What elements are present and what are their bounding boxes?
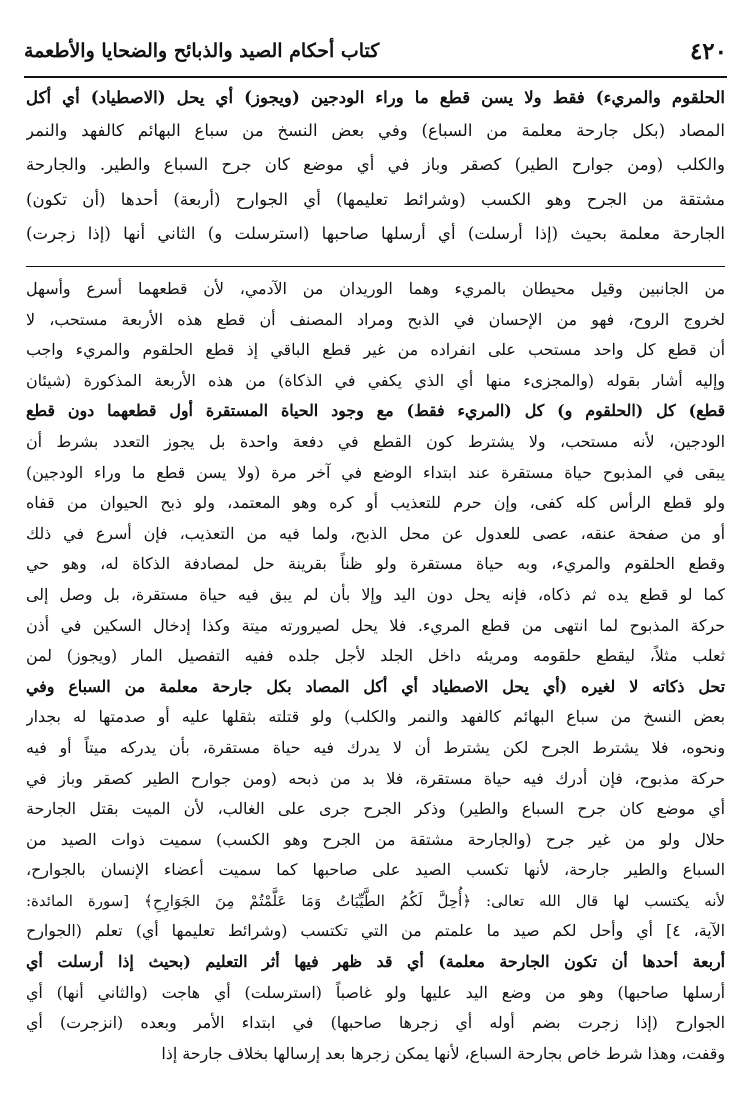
page-header	[24, 34, 727, 74]
quran-verse-line: لأنه يكتسب لها قال الله تعالى: ﴿أُحِلَّ لَكُمُ الطَّيِّبَاتُ وَمَا عَلَّمْتُمْ مِنَ الجَوَارِحِ﴾ [سورة المائدة:	[26, 891, 725, 910]
header-rule	[24, 76, 727, 78]
commentary-line: بعض النسخ من سباع البهائم كالفهد والنمر والكلب) ولو قتلته بثقلها عليه أو صدمتها له بجدار	[26, 707, 725, 727]
commentary-line: أن قطع كل واحد مستحب على انفراده من غير قطع الباقي إذ قطع الحلقوم والمريء واجب	[26, 340, 725, 360]
commentary-line: حلال ولو من غير جرح (والجارحة مشتقة من الجرح وهو الكسب) سميت ذوات الصيد من	[26, 829, 725, 849]
matn-line: الحلقوم والمريء) فقط ولا يسن قطع ما وراء الودجين (ويجوز) أي يحل (الاصطياد) أي أكل	[26, 87, 725, 107]
commentary-line: أي موضع كان جرح السباع والطير) وذكر الجرح جرى على الغالب، لأن الميت بقتل الجارحة	[26, 799, 725, 819]
commentary-line: يبقى في المذبوح حياة مستقرة عند ابتداء الوضع في آخر مرة (ولا يسن قطع ما وراء الودجين)	[26, 462, 725, 482]
commentary-text	[26, 274, 725, 1069]
commentary-line: الودجين، لأنه مستحب، ولا يشترط كون القطع في دفعة واحدة بل يجوز التعدد بشرط أن	[26, 431, 725, 451]
commentary-line: أرسلها صاحبها) وهو من وضع اليد عليها ولو غاصباً (استرسلت) أي هاجت (والثاني أنها) أي	[26, 982, 725, 1002]
matn-line: الجارحة معلمة بحيث (إذا أرسلت) أي أرسلها صاحبها (استرسلت و) الثاني أنها (إذا زجرت)	[26, 223, 725, 243]
matn-line: والكلب (ومن جوارح الطير) كصقر وباز في أي موضع كان جرح السباع والطير. والجارحة	[26, 155, 725, 175]
commentary-line: ولو قطع الرأس كله كفى، وإن حرم للتعذيب أو كره وهو المعتمد، ولو ذبح الحيوان من قفاه	[26, 493, 725, 513]
commentary-line: وقفت، وهذا شرط خاص بجارحة السباع، لأنها يمكن زجرها بعد إرسالها بخلاف جارحة إذا	[161, 1043, 725, 1063]
commentary-line: أربعة أحدها أن تكون الجارحة معلمة) أي قد ظهر فيها أثر التعليم (بحيث إذا أرسلت أي	[26, 952, 725, 972]
commentary-line: ثعلب مثلاً، ليقطع حلقومه ومريئه داخل الجلد لأجل جلده ففيه التفصيل المار (ويجوز) لمن	[26, 646, 725, 666]
commentary-line: حركة المذبوح لما انتهى من قطع المريء. فلا يحل لصيرورته ميتة وكذا إدخال السكين في أذن	[26, 615, 725, 635]
commentary-line: حركة مذبوح، فإن أدرك فيه حياة مستقرة، فلا بد من ذبحه (ومن جوارح الطير كصقر وباز في	[26, 768, 725, 788]
matn-line: مشتقة من الجرح وهو الكسب (وشرائط تعليمها) أي الجوارح (أربعة) أحدها (أن تكون)	[26, 189, 725, 209]
matn-line: المصاد (بكل جارحة معلمة من السباع) وفي بعض النسخ من سباع البهائم كالفهد والنمر	[26, 121, 725, 141]
commentary-line: لخروج الروح، فهو من الإحسان في الذبح ومراد المصنف أن قطع هذه الأربعة مستحب، لا	[26, 309, 725, 329]
commentary-line: السباع والطير جارحة، لأنها تكسب الصيد على صاحبها كما سميت أعضاء الإنسان بالجوارح،	[26, 860, 725, 880]
commentary-line: وإليه أشار بقوله (والمجزىء منها أي الذي يكفي في الذكاة) من هذه الأربعة المذكورة (شيئان	[26, 370, 725, 390]
commentary-line: تحل ذكاته لا لغيره (أي يحل الاصطياد أي أكل المصاد بكل جارحة معلمة من السباع وفي	[26, 676, 725, 696]
commentary-line: الجوارح (إذا زجرت بضم أوله أي زجرها صاحبها) في ابتداء الأمر وبعده (انزجرت) أي	[26, 1013, 725, 1033]
commentary-separator	[26, 266, 725, 267]
commentary-line: قطع) كل (الحلقوم و) كل (المريء فقط) مع وجود الحياة المستقرة أول قطعهما دون قطع	[26, 401, 725, 421]
commentary-line: كما لو قطع يده ثم ذكاه، فإنه يحل دون اليد وإلا بأن لم يبق فيه حياة مستقرة، بل وصل إلى	[26, 584, 725, 604]
commentary-line: الآية، ٤] أي وأحل لكم صيد ما علمتم من التي تكتسب (وشرائط تعليمها أي) تعلم (الجوارح	[26, 921, 725, 941]
commentary-line: ونحوه، فلا يشترط الجرح لكن يشترط أن لا يدرك فيه حياة مستقرة، بأن يدركه ميتاً أو فيه	[26, 737, 725, 757]
matn-text	[26, 80, 725, 251]
page-number: ٤٢٠	[689, 38, 727, 65]
running-title: كتاب أحكام الصيد والذبائح والضحايا والأطعمة	[24, 40, 380, 62]
commentary-line: وقطع الحلقوم والمريء، وبه حياة مستقرة ولو ظناً بقرينة حل لمصادفة الذكاة له، وهو حي	[26, 554, 725, 574]
commentary-line: أو من صفحة عنقه، عصى للعدول عن محل الذبح، ولما فيه من التعذيب، فإن أسرع في ذلك	[26, 523, 725, 543]
commentary-line: من الجانبين وقيل محيطان بالمريء وهما الوريدان من الآدمي، لأن قطعهما أسرع وأسهل	[26, 279, 725, 298]
